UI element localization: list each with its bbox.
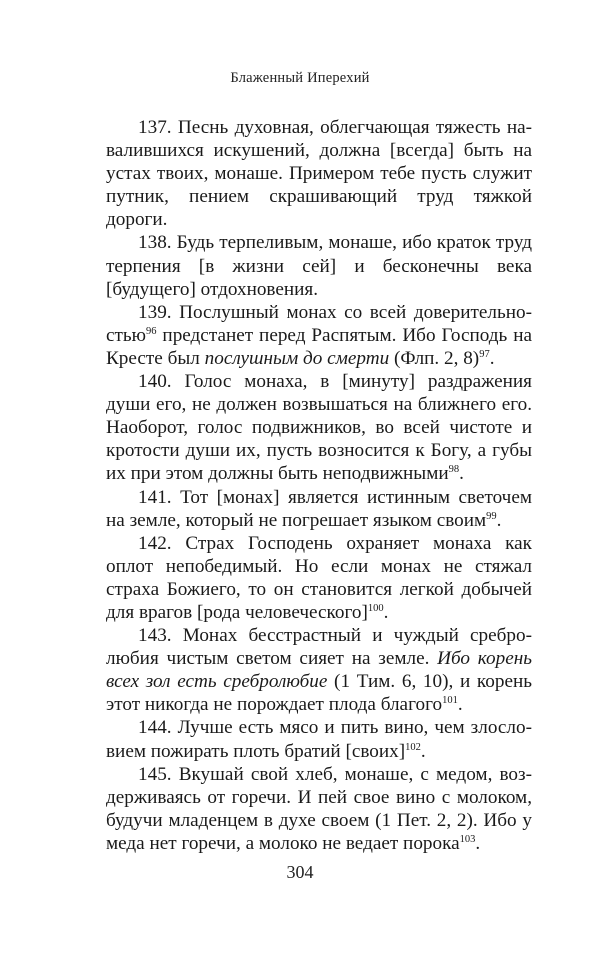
paragraph-142: 142. Страх Господень охраняет монаха как оплот непобедимый. Но если монах не стяжал страха Божиего, то он становится легкой добычей для врагов [рода человеческого]$^{100}$. (106, 532, 532, 623)
paragraph-137: 137. Песнь духовная, облегчающая тяжесть навалившихся искушений, должна [всегда] быть на устах твоих, монаше. Примером тебе пусть служит путник, пением скрашивающий труд тяжкой дороги. (106, 117, 532, 231)
paragraph-145: 145. Вкушай свой хлеб, монаше, с медом, воздерживаясь от горечи. И пей свое вино с молоком, будучи младенцем в духе своем (1 Пет. 2, 2). Ибо у меда нет горечи, а молоко не ведает порока$^{103}$. (106, 763, 532, 854)
footnote-ref: 102 (405, 741, 421, 753)
scripture-quote: послушным до смерти (204, 347, 390, 369)
body-text (106, 116, 532, 855)
footnote-ref: 100 (367, 602, 384, 614)
footnote-ref: 101 (442, 695, 458, 707)
footnote-ref: 98 (448, 464, 460, 476)
paragraph-140: 140. Голос монаха, в [минуту] раздражения души его, не должен возвышаться на ближнего его. Наоборот, голос подвижников, во всей чистоте и кротости души их, пусть возносится к Богу, а губы их при этом должны быть неподвижными$^{98}$. (106, 371, 532, 485)
paragraph-138: 138. Будь терпеливым, монаше, ибо краток труд терпения [в жизни сей] и бесконечны века [будущего] отдохновения. (106, 232, 532, 300)
paragraph-141: 141. Тот [монах] является истинным светочем на земле, который не погрешает языком своим$^{99}$. (106, 486, 532, 531)
footnote-ref: 97 (479, 348, 490, 360)
paragraph-139: 139. Послушный монах со всей доверительностью$^{96}$ предстанет перед Распятым. Ибо Господь на Кресте был послушным до смерти (Флп. 2, 8)$^{97}$. (106, 301, 532, 369)
paragraph-144: 144. Лучше есть мясо и пить вино, чем злословием пожирать плоть братий [своих]$^{102}$. (106, 717, 532, 762)
page-number: 304 (286, 862, 314, 882)
scripture-quote: Ибо корень всех зол есть сребролюбие (106, 648, 532, 693)
footnote-ref: 96 (146, 325, 157, 337)
paragraph-143: 143. Монах бесстрастный и чуждый сребролюбия чистым светом сияет на земле. Ибо корень всех зол есть сребролюбие (1 Тим. 6, 10), и корень этот никогда не порождает плода благого$^{101}$. (106, 625, 532, 716)
footnote-ref: 99 (486, 510, 497, 522)
footnote-ref: 103 (459, 833, 476, 845)
running-head: Блаженный Иперехий (230, 70, 370, 86)
